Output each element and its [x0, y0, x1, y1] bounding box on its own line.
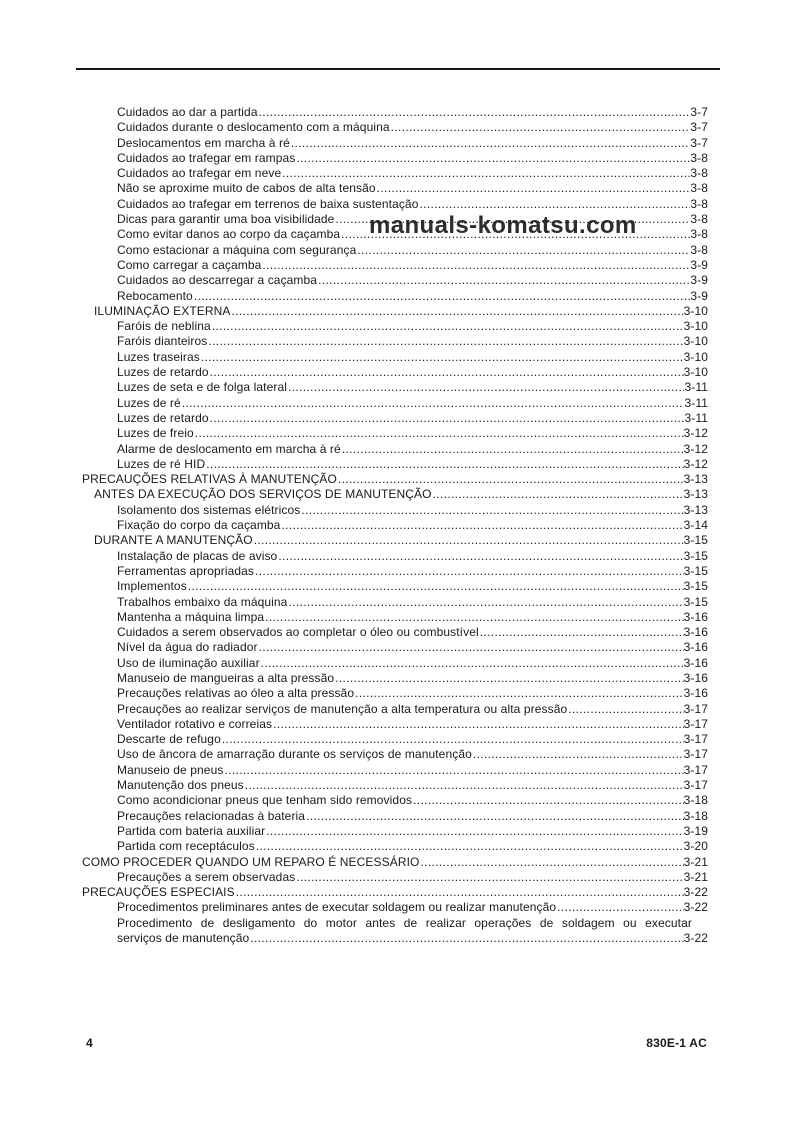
toc-entry-label: Cuidados ao dar a partida — [117, 105, 258, 119]
toc-entry — [82, 885, 708, 900]
toc-entry-label: Fixação do corpo da caçamba — [117, 518, 281, 533]
toc-entry — [117, 258, 708, 273]
toc-dot-leader — [278, 549, 683, 564]
toc-entry-label: Precauções ao realizar serviços de manutenção a alta temperatura ou alta pressão — [117, 701, 568, 716]
toc-dot-leader — [245, 778, 684, 793]
toc-entry-label: Cuidados ao trafegar em rampas — [117, 150, 296, 165]
toc-entry-label: Partida com receptáculos — [117, 839, 255, 854]
toc-entry-label: Alarme de deslocamento em marcha à ré — [117, 441, 341, 456]
toc-dot-leader — [262, 258, 690, 273]
toc-entry-label: Luzes de freio — [117, 426, 194, 441]
toc-entry-page: 3-8 — [690, 181, 708, 196]
toc-entry — [117, 656, 708, 671]
toc-entry — [117, 595, 708, 610]
toc-entry-label: ANTES DA EXECUÇÃO DOS SERVIÇOS DE MANUTENÇÃO — [94, 487, 432, 502]
toc-entry-page: 3-8 — [690, 196, 708, 211]
toc-entry — [117, 289, 708, 304]
toc-entry — [82, 472, 708, 487]
toc-entry-first-line — [117, 916, 692, 931]
toc-dot-leader — [201, 350, 684, 365]
toc-dot-leader — [296, 151, 690, 166]
toc-entry-page: 3-19 — [683, 823, 708, 838]
toc-dot-leader — [210, 411, 685, 426]
toc-entry-label: DURANTE A MANUTENÇÃO — [94, 533, 253, 548]
toc-entry-page: 3-15 — [683, 563, 708, 578]
toc-entry — [117, 396, 708, 411]
toc-entry-page: 3-13 — [683, 472, 708, 487]
toc-entry-label: Como estacionar a máquina com segurança — [117, 242, 357, 257]
toc-entry-page: 3-10 — [683, 303, 708, 318]
toc-entry — [117, 549, 708, 564]
toc-dot-leader — [391, 120, 691, 135]
toc-entry — [117, 931, 708, 946]
toc-entry-page: 3-16 — [683, 655, 708, 670]
toc-dot-leader — [301, 503, 683, 518]
toc-entry — [117, 579, 708, 594]
toc-dot-leader — [259, 105, 691, 120]
toc-entry — [117, 166, 708, 181]
toc-entry-label: Instalação de placas de aviso — [117, 548, 278, 563]
toc-entry-page: 3-16 — [683, 670, 708, 685]
toc-entry-page: 3-7 — [690, 135, 708, 150]
toc-entry-page: 3-10 — [683, 349, 708, 364]
toc-entry-page: 3-8 — [690, 227, 708, 242]
toc-entry — [117, 900, 708, 915]
toc-entry-label: Mantenha a máquina limpa — [117, 609, 265, 624]
toc-entry — [117, 839, 708, 854]
toc-entry — [117, 732, 708, 747]
toc-entry-page: 3-13 — [683, 487, 708, 502]
toc-entry-page: 3-8 — [690, 212, 708, 227]
toc-dot-leader — [338, 472, 684, 487]
toc-entry-page: 3-15 — [683, 579, 708, 594]
toc-dot-leader — [288, 380, 684, 395]
toc-entry-label: ILUMINAÇÃO EXTERNA — [94, 303, 231, 318]
toc-entry-page: 3-9 — [690, 288, 708, 303]
toc-dot-leader — [355, 686, 683, 701]
toc-dot-leader — [281, 518, 683, 533]
toc-entry — [94, 304, 708, 319]
toc-entry-page: 3-8 — [690, 150, 708, 165]
toc-dot-leader — [568, 702, 683, 717]
toc-entry-page: 3-17 — [683, 747, 708, 762]
toc-entry-label: Cuidados durante o deslocamento com a máquina — [117, 120, 390, 135]
toc-entry — [117, 503, 708, 518]
toc-entry — [117, 334, 708, 349]
toc-dot-leader — [182, 396, 685, 411]
toc-dot-leader — [473, 747, 684, 762]
toc-entry-page: 3-15 — [683, 548, 708, 563]
toc-entry-page: 3-12 — [683, 456, 708, 471]
toc-entry-page: 3-9 — [690, 257, 708, 272]
toc-entry — [117, 824, 708, 839]
toc-entry — [117, 671, 708, 686]
toc-entry — [117, 870, 708, 885]
toc-entry-page: 3-17 — [683, 778, 708, 793]
toc-entry-label: Luzes traseiras — [117, 349, 200, 364]
toc-entry-label: Nível da água do radiador — [117, 640, 258, 655]
toc-entry-page: 3-17 — [683, 732, 708, 747]
toc-dot-leader — [232, 304, 684, 319]
toc-entry — [117, 778, 708, 793]
toc-dot-leader — [256, 839, 684, 854]
toc-entry-page: 3-11 — [684, 410, 708, 425]
toc-entry — [117, 518, 708, 533]
toc-entry-label: Cuidados a serem observados ao completar o óleo ou combustível — [117, 625, 479, 640]
toc-entry — [117, 717, 708, 732]
toc-entry-page: 3-16 — [683, 609, 708, 624]
toc-entry — [117, 640, 708, 655]
toc-entry-page: 3-15 — [683, 594, 708, 609]
toc-entry — [117, 809, 708, 824]
toc-dot-leader — [208, 334, 683, 349]
toc-entry — [82, 855, 708, 870]
toc-entry — [94, 487, 708, 502]
toc-entry-page: 3-10 — [683, 365, 708, 380]
toc-entry — [117, 747, 708, 762]
toc-entry-label: Manuseio de mangueiras a alta pressão — [117, 670, 335, 685]
toc-entry-page: 3-18 — [683, 808, 708, 823]
toc-entry — [117, 457, 708, 472]
toc-entry-label: Implementos — [117, 579, 187, 594]
toc-entry — [117, 365, 708, 380]
toc-entry-page: 3-21 — [683, 869, 708, 884]
toc-entry-label: Faróis dianteiros — [117, 334, 208, 349]
toc-entry-page: 3-16 — [683, 640, 708, 655]
toc-entry — [117, 380, 708, 395]
toc-entry-page: 3-22 — [683, 931, 708, 946]
toc-entry-label: Luzes de retardo — [117, 365, 209, 380]
header-rule — [76, 68, 720, 70]
toc-entry-label: Não se aproxime muito de cabos de alta tensão — [117, 181, 376, 196]
toc-dot-leader — [222, 732, 684, 747]
toc-entry-page: 3-8 — [690, 166, 708, 181]
toc-entry — [117, 702, 708, 717]
toc-entry-page: 3-12 — [683, 426, 708, 441]
toc-entry — [117, 625, 708, 640]
toc-entry-label: PRECAUÇÕES ESPECIAIS — [82, 885, 235, 900]
toc-entry-page: 3-13 — [683, 502, 708, 517]
toc-entry-page: 3-17 — [683, 716, 708, 731]
footer-model-code: 830E-1 AC — [646, 1036, 707, 1050]
toc-entry-page: 3-22 — [683, 900, 708, 915]
toc-entry-label: Partida com bateria auxiliar — [117, 823, 266, 838]
toc-dot-leader — [255, 564, 684, 579]
toc-entry-label: serviços de manutenção — [117, 931, 250, 946]
toc-dot-leader — [195, 426, 684, 441]
toc-entry — [117, 319, 708, 334]
toc-entry-label: Faróis de neblina — [117, 319, 211, 334]
toc-dot-leader — [261, 656, 684, 671]
toc-entry — [117, 181, 708, 196]
toc-entry-page: 3-9 — [690, 273, 708, 288]
toc-entry-label: Deslocamentos em marcha à ré — [117, 135, 290, 150]
toc-dot-leader — [306, 809, 683, 824]
toc-entry — [117, 243, 708, 258]
toc-entry — [117, 564, 708, 579]
toc-dot-leader — [212, 319, 684, 334]
toc-dot-leader — [250, 931, 683, 946]
toc-entry-label: Como acondicionar pneus que tenham sido removidos — [117, 793, 413, 808]
toc-entry-page: 3-11 — [684, 380, 708, 395]
toc-entry-page: 3-20 — [683, 839, 708, 854]
toc-dot-leader — [413, 793, 684, 808]
toc-entry — [117, 136, 708, 151]
toc-entry — [117, 350, 708, 365]
toc-dot-leader — [259, 640, 684, 655]
toc-entry — [117, 442, 708, 457]
toc-dot-leader — [420, 855, 683, 870]
toc-entry-page: 3-22 — [683, 885, 708, 900]
toc-entry — [117, 686, 708, 701]
toc-entry — [117, 411, 708, 426]
toc-dot-leader — [236, 885, 684, 900]
toc-entry-label: Cuidados ao trafegar em terrenos de baixa sustentação — [117, 196, 419, 211]
toc-entry — [117, 273, 708, 288]
toc-dot-leader — [557, 900, 683, 915]
toc-dot-leader — [480, 625, 684, 640]
footer-page-number: 4 — [86, 1036, 93, 1050]
toc-dot-leader — [342, 442, 684, 457]
toc-entry-page: 3-7 — [690, 105, 708, 119]
toc-entry-label: Luzes de ré — [117, 395, 181, 410]
toc-entry-page: 3-18 — [683, 793, 708, 808]
toc-entry-label: Isolamento dos sistemas elétricos — [117, 502, 301, 517]
toc-dot-leader — [273, 717, 683, 732]
toc-entry-page: 3-10 — [683, 319, 708, 334]
toc-dot-leader — [288, 595, 683, 610]
toc-entry-page: 3-16 — [683, 686, 708, 701]
toc-entry-label: Manutenção dos pneus — [117, 778, 244, 793]
toc-entry-label: Uso de âncora de amarração durante os serviços de manutenção — [117, 747, 472, 762]
toc-entry — [117, 151, 708, 166]
toc-entry-label: Luzes de seta e de folga lateral — [117, 380, 287, 395]
toc-entry — [117, 793, 708, 808]
toc-entry-label: Manuseio de pneus — [117, 762, 224, 777]
toc-entry-label: Uso de iluminação auxiliar — [117, 655, 260, 670]
toc-dot-leader — [318, 273, 690, 288]
toc-entry-page: 3-11 — [684, 395, 708, 410]
toc-entry-page: 3-10 — [683, 334, 708, 349]
toc-dot-leader — [254, 533, 684, 548]
toc-entry-page: 3-8 — [690, 242, 708, 257]
toc-dot-leader — [296, 870, 683, 885]
toc-dot-leader — [265, 610, 683, 625]
toc-entry — [94, 533, 708, 548]
toc-entry-label: Luzes de ré HID — [117, 456, 206, 471]
toc-entry-label: Cuidados ao descarregar a caçamba — [117, 273, 318, 288]
toc-entry-label: Como evitar danos ao corpo da caçamba — [117, 227, 341, 242]
toc-entry-label: COMO PROCEDER QUANDO UM REPARO É NECESSÁRIO — [82, 854, 420, 869]
toc-entry-page: 3-15 — [683, 533, 708, 548]
toc-entry-label: Ferramentas apropriadas — [117, 563, 255, 578]
toc-entry-label: Precauções relacionadas à bateria — [117, 808, 306, 823]
toc-entry-page: 3-7 — [690, 120, 708, 135]
toc-dot-leader — [377, 181, 691, 196]
toc-dot-leader — [419, 197, 690, 212]
toc-entry — [117, 610, 708, 625]
toc-entry-page: 3-16 — [683, 625, 708, 640]
toc-entry-page: 3-17 — [683, 762, 708, 777]
toc-entry-label: Cuidados ao trafegar em neve — [117, 166, 282, 181]
toc-entry — [117, 763, 708, 778]
toc-entry — [117, 426, 708, 441]
toc-entry-label: Rebocamento — [117, 288, 193, 303]
toc-entry-label: Procedimentos preliminares antes de executar soldagem ou realizar manutenção — [117, 900, 557, 915]
toc-entry-label: Precauções a serem observadas — [117, 869, 296, 884]
toc-dot-leader — [210, 365, 684, 380]
toc-entry-label: Descarte de refugo — [117, 732, 221, 747]
toc-entry-label: Como carregar a caçamba — [117, 257, 262, 272]
toc-dot-leader — [357, 243, 690, 258]
toc-dot-leader — [335, 671, 683, 686]
watermark-text: manuals-komatsu.com — [369, 212, 637, 239]
toc-entry-page: 3-14 — [683, 518, 708, 533]
toc-dot-leader — [266, 824, 683, 839]
toc-entry — [117, 120, 708, 135]
toc-entry-page: 3-12 — [683, 441, 708, 456]
toc-dot-leader — [224, 763, 683, 778]
toc-dot-leader — [194, 289, 691, 304]
toc-entry — [117, 105, 708, 120]
toc-dot-leader — [282, 166, 690, 181]
toc-dot-leader — [206, 457, 683, 472]
toc-entry-page: 3-17 — [683, 701, 708, 716]
toc-dot-leader — [188, 579, 684, 594]
toc-dot-leader — [433, 487, 684, 502]
toc-entry-label: Dicas para garantir uma boa visibilidade — [117, 212, 335, 227]
toc-entry-label: Ventilador rotativo e correias — [117, 716, 273, 731]
toc-dot-leader — [291, 136, 690, 151]
toc-entry-label: Trabalhos embaixo da máquina — [117, 594, 288, 609]
toc-entry — [117, 197, 708, 212]
toc-entry-label: PRECAUÇÕES RELATIVAS À MANUTENÇÃO — [82, 472, 337, 487]
toc-entry-page: 3-21 — [683, 854, 708, 869]
toc-entry-label: Precauções relativas ao óleo a alta pressão — [117, 686, 355, 701]
toc-entry-label: Procedimento de desligamento do motor antes de realizar operações de soldagem ou executar — [117, 915, 692, 930]
toc-entry-label: Luzes de retardo — [117, 410, 209, 425]
